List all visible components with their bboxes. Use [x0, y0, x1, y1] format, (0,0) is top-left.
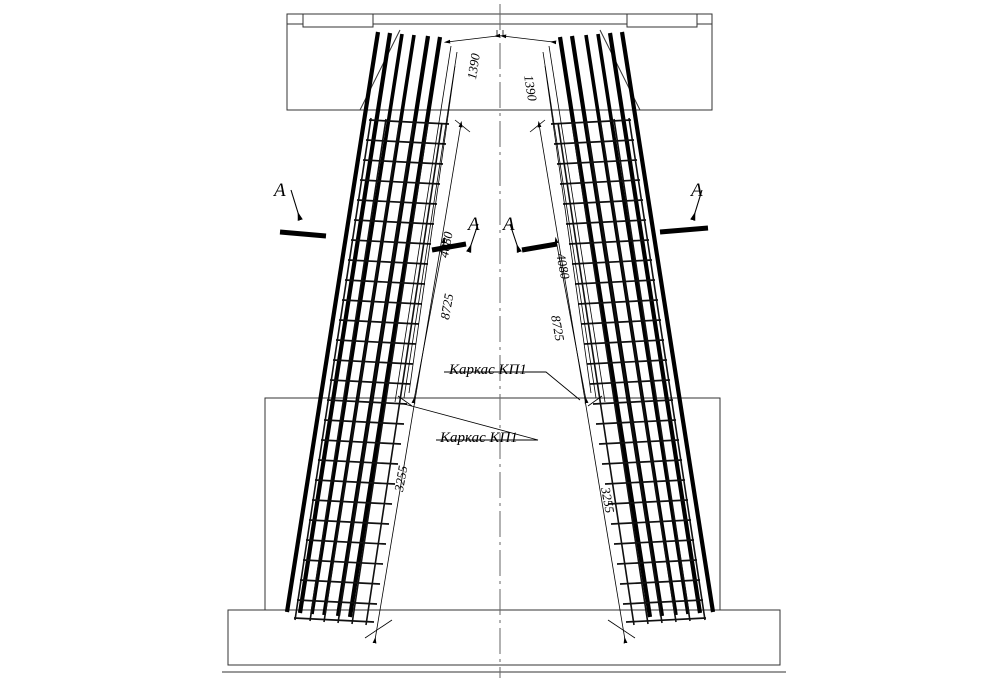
dimension-label: 4080 — [436, 230, 456, 259]
dimension-label: 3255 — [598, 486, 618, 515]
right-column-cage — [551, 32, 713, 625]
dimension-label: 1390 — [521, 74, 541, 103]
left-column-cage — [287, 32, 449, 625]
callout-label-karkas-kp1-lower: Каркас КП1 — [440, 430, 518, 446]
section-mark-letter-left: А — [274, 180, 286, 201]
section-mark-letter-center-right: А — [503, 214, 515, 235]
section-mark-letter-right: А — [691, 180, 703, 201]
dimension-label: 8725 — [437, 292, 457, 321]
dimension-label: 4080 — [553, 252, 573, 281]
dimension-label: 1390 — [464, 52, 483, 81]
section-mark-letter-center-left: А — [468, 214, 480, 235]
callout-label-karkas-kp1-upper: Каркас КП1 — [449, 362, 527, 378]
dimension-label: 8725 — [548, 314, 568, 343]
dimension-label: 3255 — [391, 464, 411, 493]
